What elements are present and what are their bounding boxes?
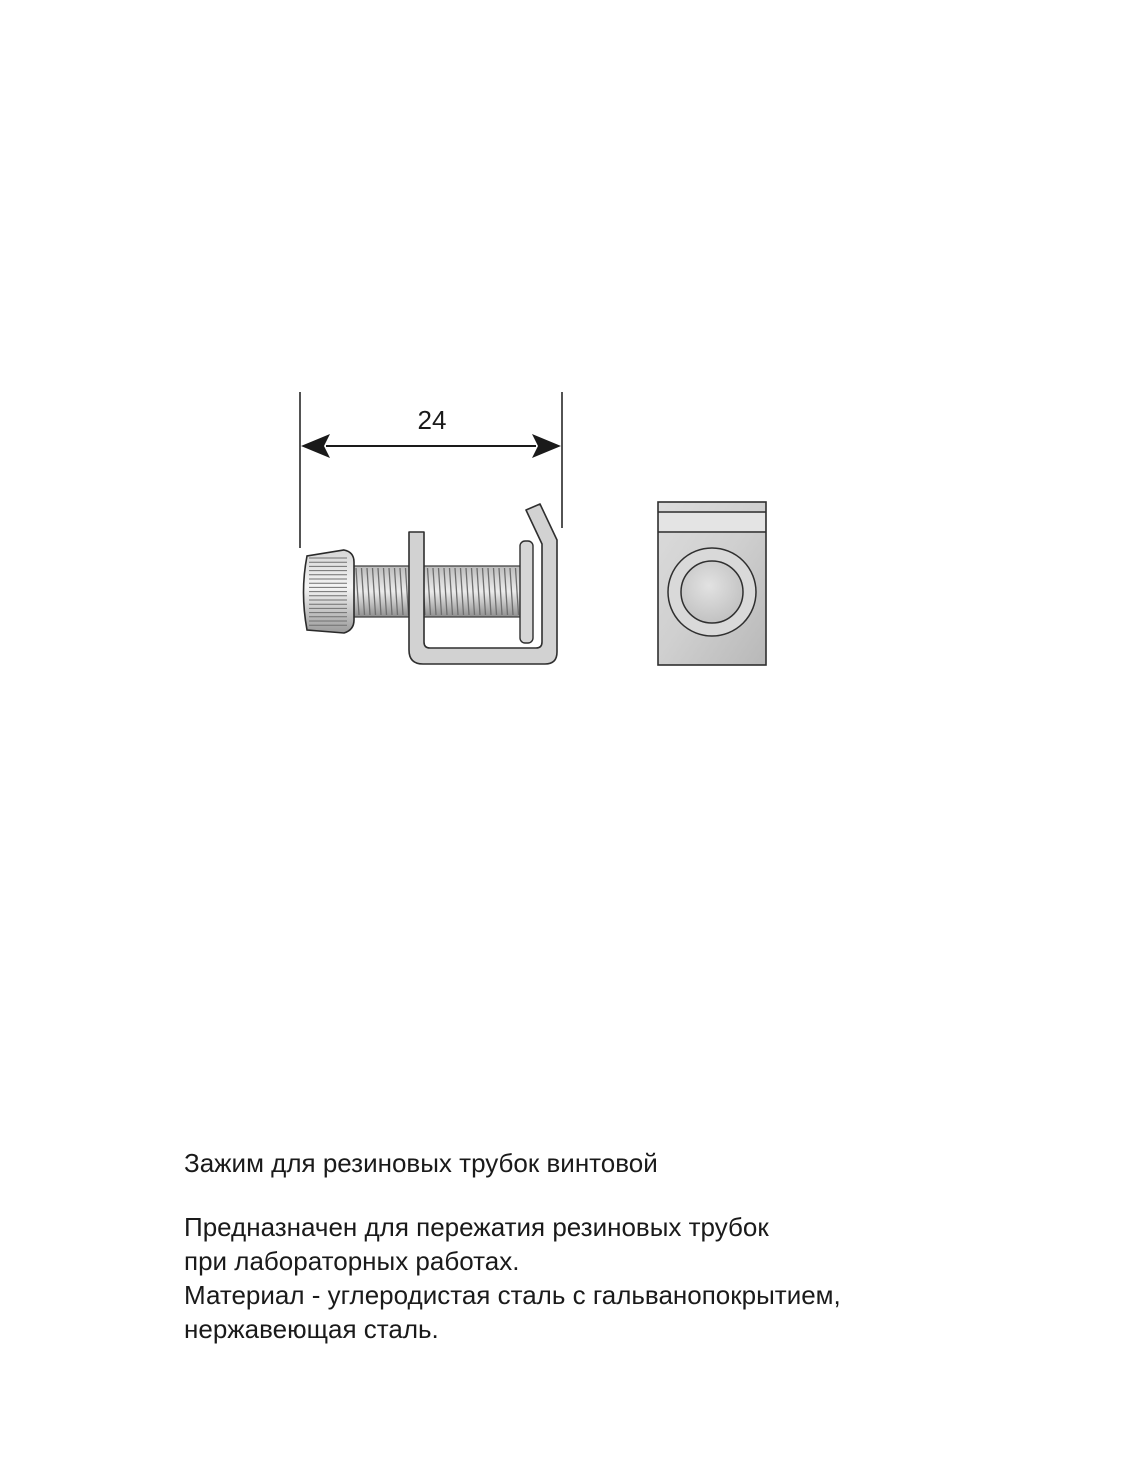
arrow-right-icon [532,434,561,458]
description-line: Материал - углеродистая сталь с гальванопокрытием, [184,1280,841,1310]
description-line: Предназначен для пережатия резиновых трубок [184,1212,769,1242]
pressure-plate [520,541,533,643]
dimension-label: 24 [417,405,447,435]
front-view-clamp [658,502,766,665]
screw-shaft [350,566,522,617]
screw-head-inner [681,561,743,623]
description-line: при лабораторных работах. [184,1246,520,1276]
description-line: нержавеющая сталь. [184,1314,439,1344]
product-description [184,1210,841,1346]
dimension-annotation [300,392,562,548]
product-title: Зажим для резиновых трубок винтовой [184,1148,658,1178]
knurled-knob [304,550,355,633]
front-top-band-fill [659,513,765,531]
side-view-clamp [304,504,558,664]
arrow-left-icon [301,434,330,458]
